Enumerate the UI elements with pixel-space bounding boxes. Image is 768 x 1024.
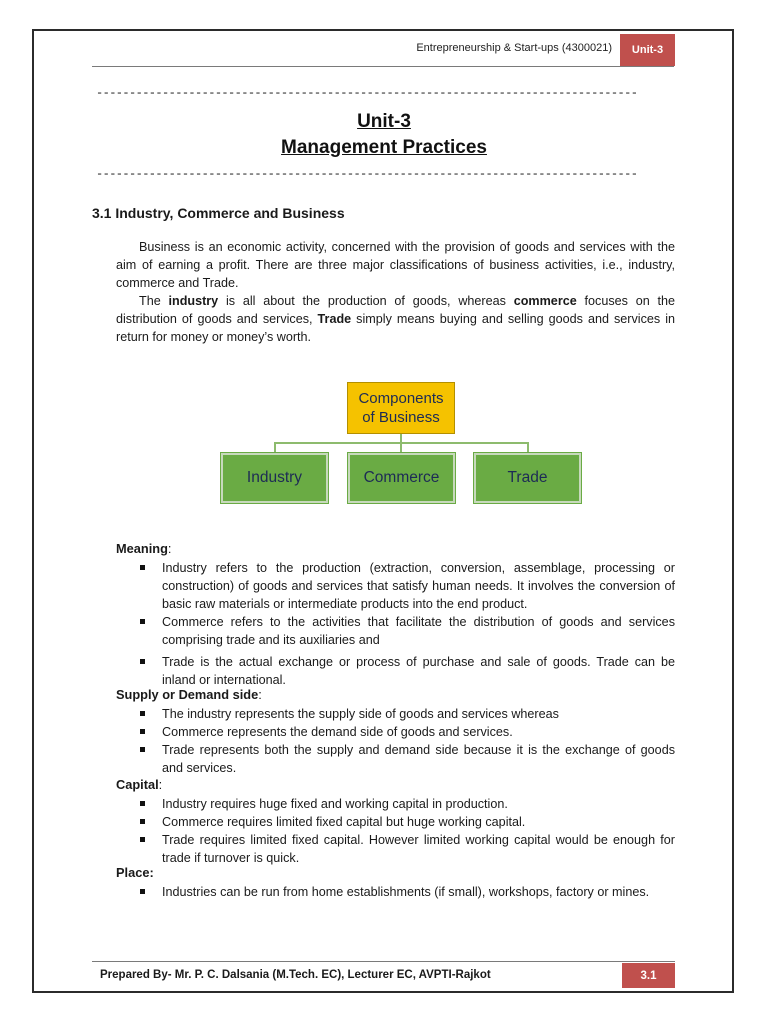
list-item: Commerce represents the demand side of goods and services. — [136, 723, 675, 741]
term-trade: Trade — [317, 312, 352, 326]
supply-heading: Supply or Demand side: — [116, 687, 262, 702]
list-item: Industries can be run from home establishments (if small), workshops, factory or mines. — [136, 883, 675, 901]
course-header: Entrepreneurship & Start-ups (4300021) — [416, 42, 612, 54]
page-number-badge: 3.1 — [622, 963, 675, 988]
list-item: Trade represents both the supply and demand side because it is the exchange of goods and services. — [136, 741, 675, 777]
title-dash-top: ---------------------------------------------------------------------------------- — [96, 86, 638, 100]
footer-author: Prepared By- Mr. P. C. Dalsania (M.Tech. EC), Lecturer EC, AVPTI-Rajkot — [100, 969, 491, 981]
list-item: Trade requires limited fixed capital. However limited working capital would be enough for trade if turnover is quick. — [136, 831, 675, 867]
intro-paragraph — [116, 238, 675, 292]
section-heading: 3.1 Industry, Commerce and Business — [92, 205, 345, 221]
page-title: Management Practices — [281, 137, 487, 158]
definition-text: simply means buying and selling goods and services in return for money or money’s worth. — [116, 312, 675, 344]
supply-list — [136, 705, 675, 777]
diagram-root-box — [347, 382, 455, 434]
capital-list — [136, 795, 675, 867]
definition-text: The — [139, 294, 169, 308]
capital-heading: Capital: — [116, 777, 163, 792]
place-heading: Place: — [116, 865, 154, 880]
place-list — [136, 883, 675, 901]
header-divider — [92, 66, 674, 67]
diagram-box-industry: Industry — [221, 453, 328, 503]
definition-paragraph — [116, 292, 675, 346]
term-commerce: commerce — [513, 294, 577, 308]
list-item: Commerce requires limited fixed capital but huge working capital. — [136, 813, 675, 831]
unit-title: Unit-3 — [357, 111, 411, 132]
list-item: The industry represents the supply side of goods and services whereas — [136, 705, 675, 723]
intro-text: Business is an economic activity, concerned with the provision of goods and services with the aim of earning a profit. There are three major classifications of business activities, i.e., industry, commerce and Trade. — [116, 240, 675, 290]
definition-text: focuses on the distribution of goods and services, — [116, 294, 676, 326]
list-item: Industry refers to the production (extraction, conversion, assemblage, processing or construction) of goods and services that satisfy human needs. It involves the conversion of basic raw materials or intermediate products into the end product. — [136, 559, 675, 613]
footer-divider — [92, 961, 675, 962]
root-label-line1: Components — [358, 390, 444, 407]
list-item: Trade is the actual exchange or process of purchase and sale of goods. Trade can be inland or international. — [136, 653, 675, 689]
term-industry: industry — [168, 294, 219, 308]
definition-text: is all about the production of goods, whereas — [218, 294, 514, 308]
unit-badge: Unit-3 — [620, 34, 675, 66]
diagram-box-trade: Trade — [474, 453, 581, 503]
meaning-list — [136, 559, 675, 689]
diagram-box-commerce: Commerce — [348, 453, 455, 503]
list-item: Industry requires huge fixed and working capital in production. — [136, 795, 675, 813]
title-dash-bottom: ---------------------------------------------------------------------------------- — [96, 167, 638, 181]
list-item: Commerce refers to the activities that facilitate the distribution of goods and services comprising trade and its auxiliaries and — [136, 613, 675, 649]
meaning-heading: Meaning: — [116, 541, 172, 556]
root-label-line2: of Business — [362, 409, 440, 426]
